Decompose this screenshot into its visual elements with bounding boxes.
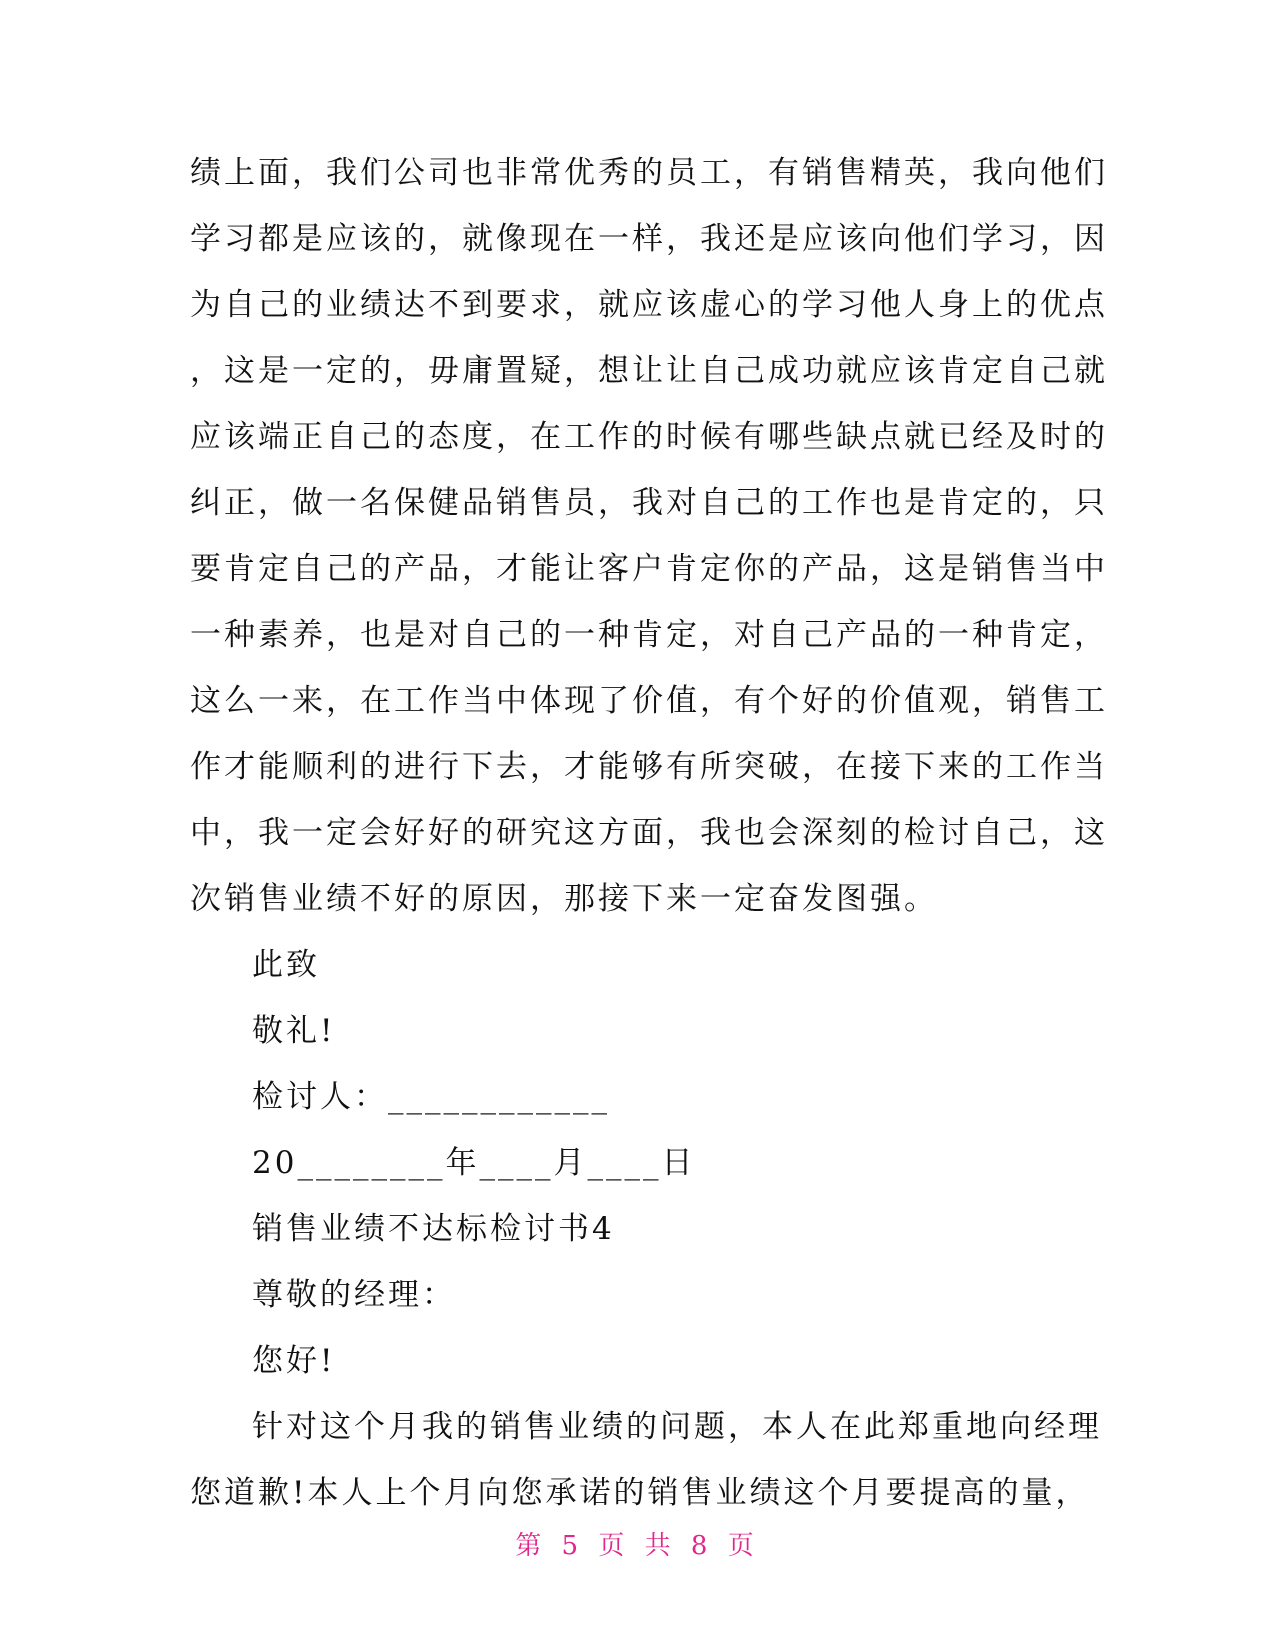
closing-salutation: 此致 [252, 947, 320, 983]
body-line-9: 这么一来，在工作当中体现了价值，有个好的价值观，销售工 [190, 683, 1108, 719]
paragraph-line-1: 针对这个月我的销售业绩的问题，本人在此郑重地向经理 [252, 1409, 1102, 1445]
body-line-11: 中，我一定会好好的研究这方面，我也会深刻的检讨自己，这 [190, 815, 1108, 851]
body-line-4: ，这是一定的，毋庸置疑，想让让自己成功就应该肯定自己就 [190, 353, 1108, 389]
body-line-6: 纠正，做一名保健品销售员，我对自己的工作也是肯定的，只 [190, 485, 1108, 521]
body-line-2: 学习都是应该的，就像现在一样，我还是应该向他们学习，因 [190, 221, 1108, 257]
body-line-10: 作才能顺利的进行下去，才能够有所突破，在接下来的工作当 [190, 749, 1108, 785]
addressee: 尊敬的经理： [252, 1277, 456, 1313]
body-line-1: 绩上面，我们公司也非常优秀的员工，有销售精英，我向他们 [190, 155, 1108, 191]
signer-line: 检讨人：____________ [252, 1079, 610, 1115]
page-footer: 第 5 页 共 8 页 [515, 1531, 760, 1561]
body-line-8: 一种素养，也是对自己的一种肯定，对自己产品的一种肯定， [190, 617, 1108, 653]
paragraph-line-2: 您道歉!本人上个月向您承诺的销售业绩这个月要提高的量， [190, 1475, 1090, 1511]
closing-regards: 敬礼! [252, 1013, 336, 1049]
next-letter-title: 销售业绩不达标检讨书4 [252, 1211, 615, 1247]
document-body [190, 140, 1108, 1526]
body-line-7: 要肯定自己的产品，才能让客户肯定你的产品，这是销售当中 [190, 551, 1108, 587]
body-line-12: 次销售业绩不好的原因，那接下来一定奋发图强。 [190, 881, 938, 917]
date-line: 20________年____月____日 [252, 1145, 696, 1181]
body-line-3: 为自己的业绩达不到要求，就应该虚心的学习他人身上的优点 [190, 287, 1108, 323]
body-line-5: 应该端正自己的态度，在工作的时候有哪些缺点就已经及时的 [190, 419, 1108, 455]
greeting: 您好! [252, 1343, 336, 1379]
